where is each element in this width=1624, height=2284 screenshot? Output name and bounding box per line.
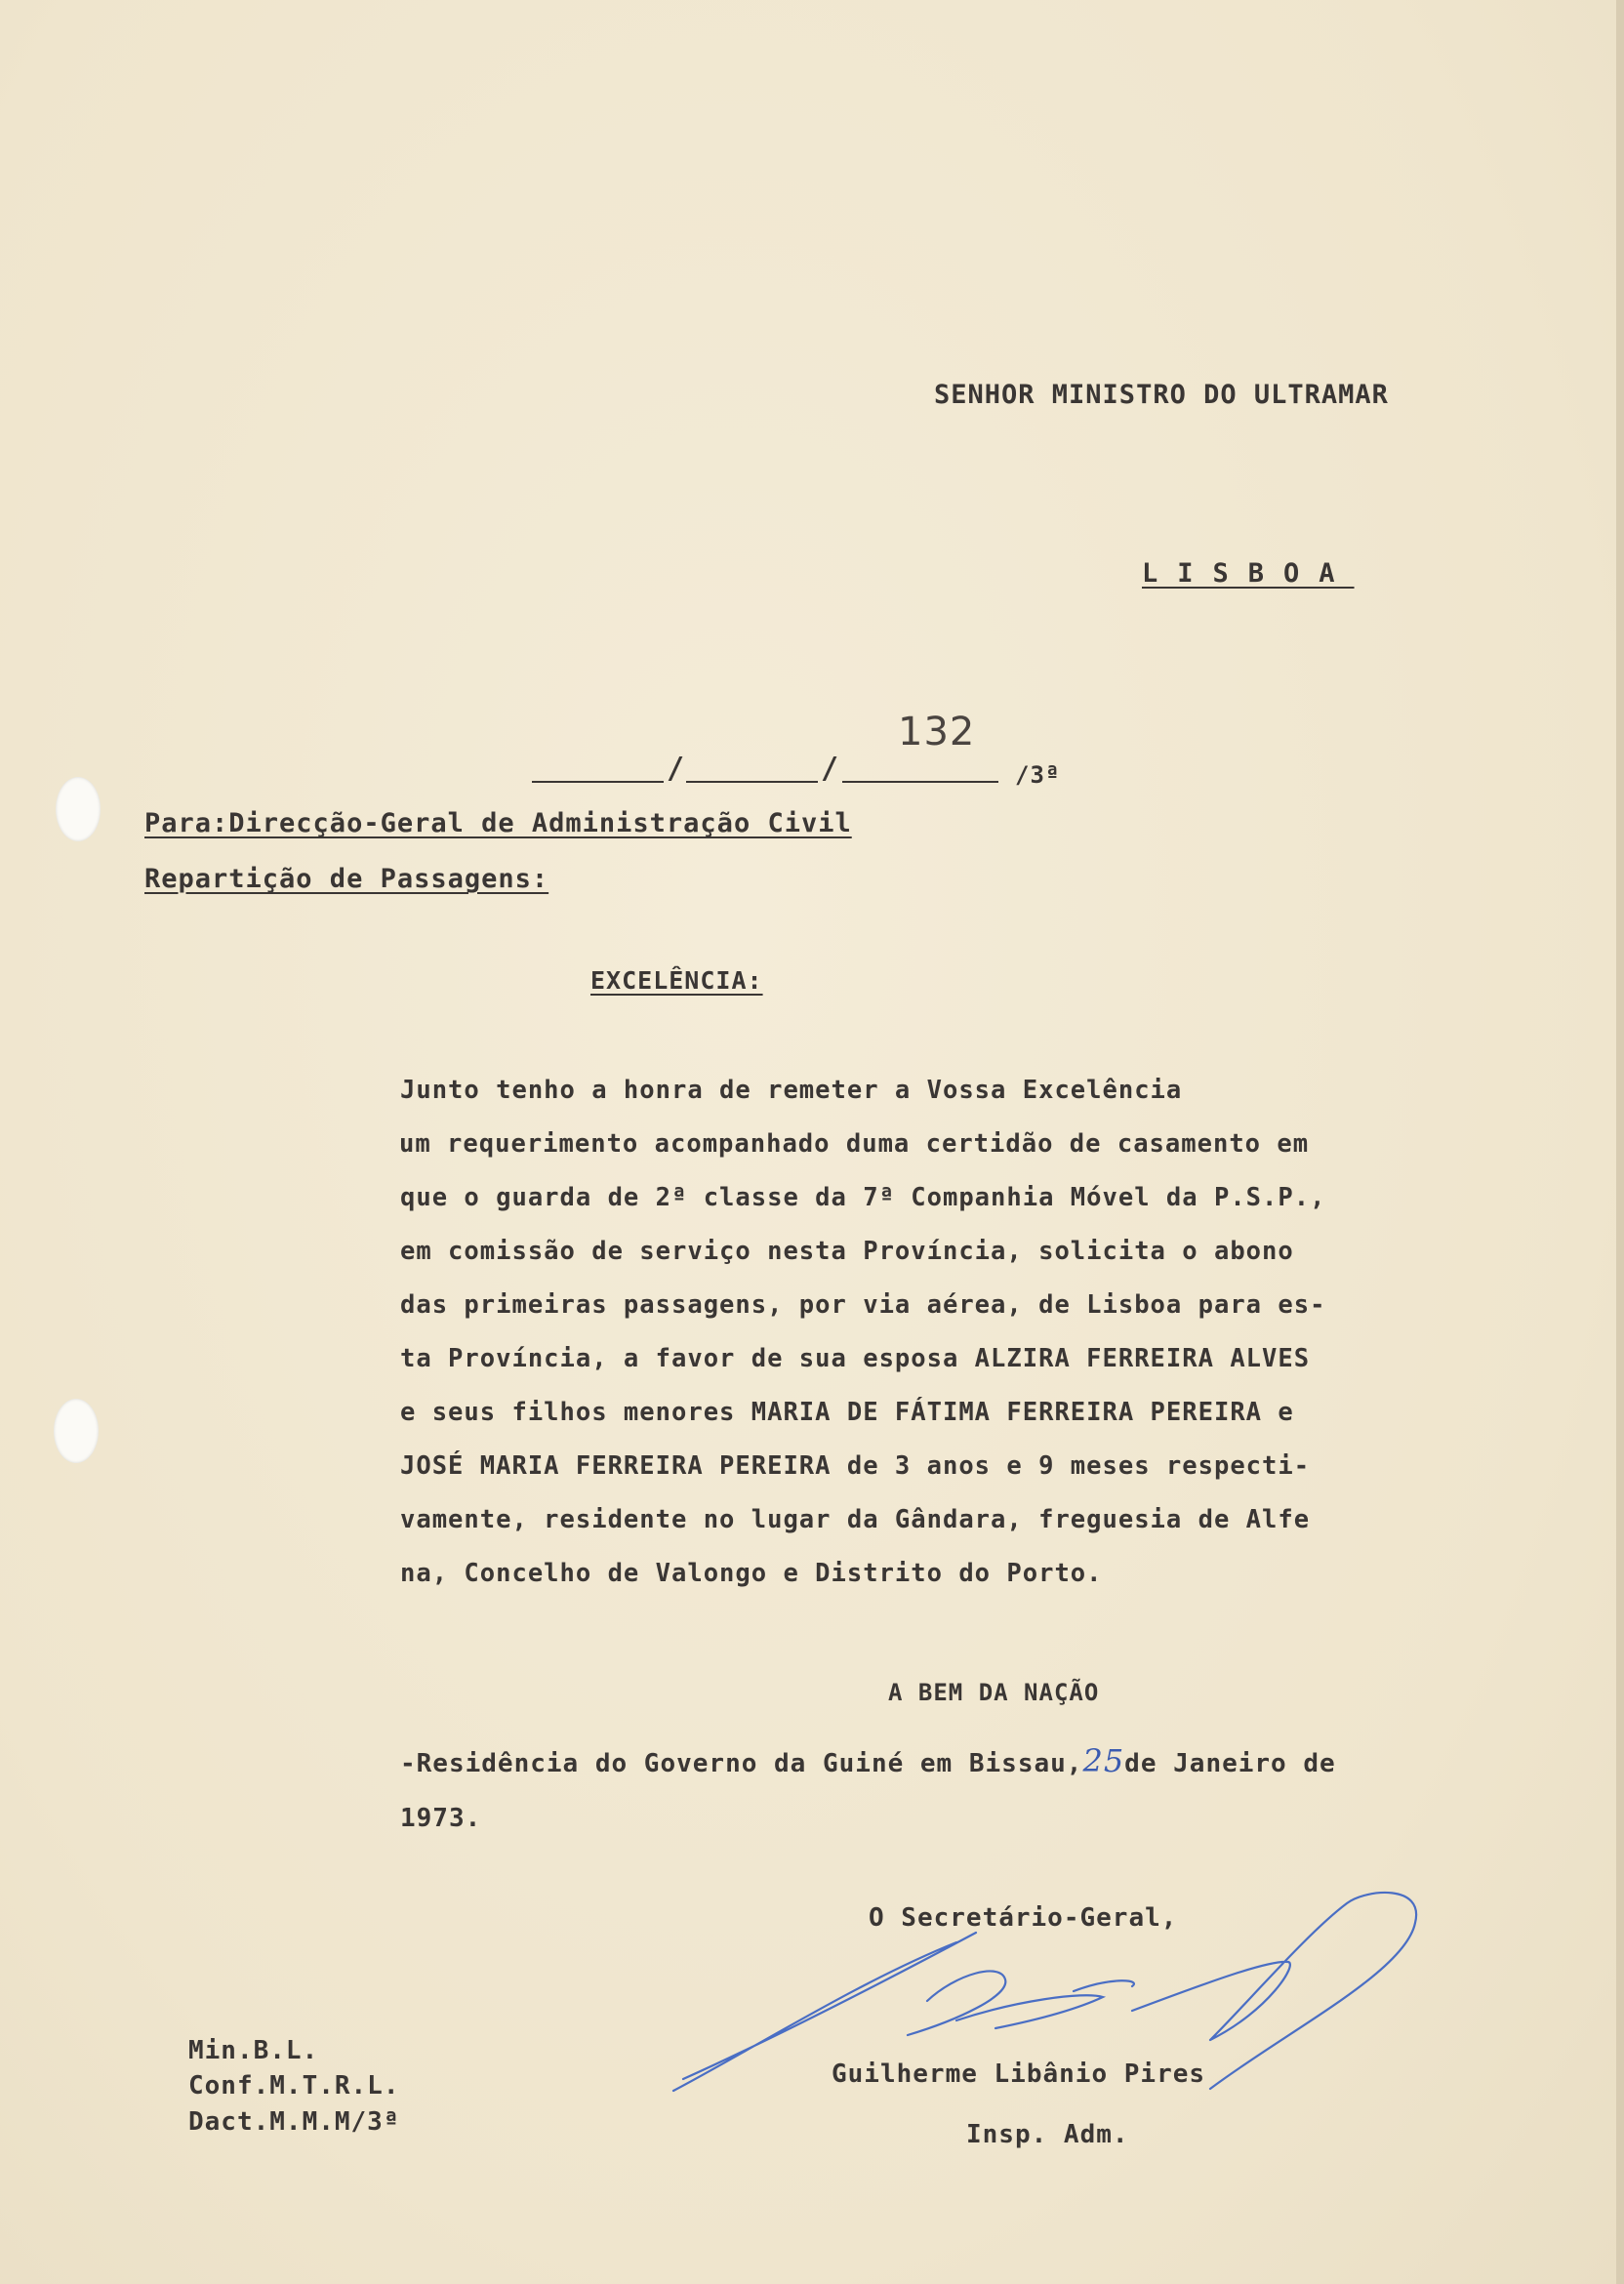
signatory-name: Guilherme Libânio Pires xyxy=(832,2060,1206,2089)
salutation: EXCELÊNCIA: xyxy=(590,966,763,995)
reference-initials-minute: Min.B.L. xyxy=(188,2036,319,2065)
body-line: que o guarda de 2ª classe da 7ª Companhia Móvel da P.S.P., xyxy=(400,1183,1326,1212)
punch-hole-top xyxy=(56,777,101,841)
reference-blank-3 xyxy=(842,781,998,783)
body-line: em comissão de serviço nesta Província, solicita o abono xyxy=(400,1237,1294,1266)
signatory-rank: Insp. Adm. xyxy=(966,2120,1129,2149)
place-and-date xyxy=(400,1742,1336,1779)
body-line: na, Concelho de Valongo e Distrito do Porto. xyxy=(400,1559,1103,1588)
reference-initials-typist: Dact.M.M.M/3ª xyxy=(188,2107,400,2137)
body-line: das primeiras passagens, por via aérea, de Lisboa para es- xyxy=(400,1290,1326,1320)
reference-blank-1 xyxy=(532,781,664,783)
letter-body xyxy=(400,1076,1540,1612)
reference-separator: / xyxy=(821,752,839,786)
handwritten-day: 25 xyxy=(1082,1742,1125,1779)
body-line: ta Província, a favor de sua esposa ALZIRA FERREIRA ALVES xyxy=(400,1344,1311,1373)
reference-number: 132 xyxy=(898,710,976,755)
body-line: JOSÉ MARIA FERREIRA PEREIRA de 3 anos e 9 meses respecti- xyxy=(400,1451,1311,1481)
closing-formula: A BEM DA NAÇÃO xyxy=(888,1679,1100,1706)
recipient-section: Repartição de Passagens: xyxy=(144,864,549,894)
reference-suffix: /3ª xyxy=(1015,761,1061,789)
city: LISBOA xyxy=(1142,558,1355,589)
page-edge xyxy=(1616,0,1624,2284)
body-line: e seus filhos menores MARIA DE FÁTIMA FERREIRA PEREIRA e xyxy=(400,1398,1294,1427)
signatory-title: O Secretário-Geral, xyxy=(869,1903,1178,1933)
date-text: de Janeiro de xyxy=(1124,1749,1336,1778)
addressee: SENHOR MINISTRO DO ULTRAMAR xyxy=(934,380,1389,410)
reference-blank-2 xyxy=(686,781,818,783)
recipient-department: Para:Direcção-Geral de Administração Civil xyxy=(144,808,852,838)
body-line: um requerimento acompanhado duma certidão de casamento em xyxy=(399,1129,1310,1159)
reference-separator: / xyxy=(667,752,685,786)
body-line: vamente, residente no lugar da Gândara, freguesia de Alfe xyxy=(400,1505,1311,1534)
body-line: Junto tenho a honra de remeter a Vossa Excelência xyxy=(400,1076,1183,1105)
reference-initials-conference: Conf.M.T.R.L. xyxy=(188,2071,400,2100)
punch-hole-bottom xyxy=(54,1399,99,1463)
year: 1973. xyxy=(400,1804,482,1833)
place-text: -Residência do Governo da Guiné em Bissau, xyxy=(400,1749,1083,1778)
